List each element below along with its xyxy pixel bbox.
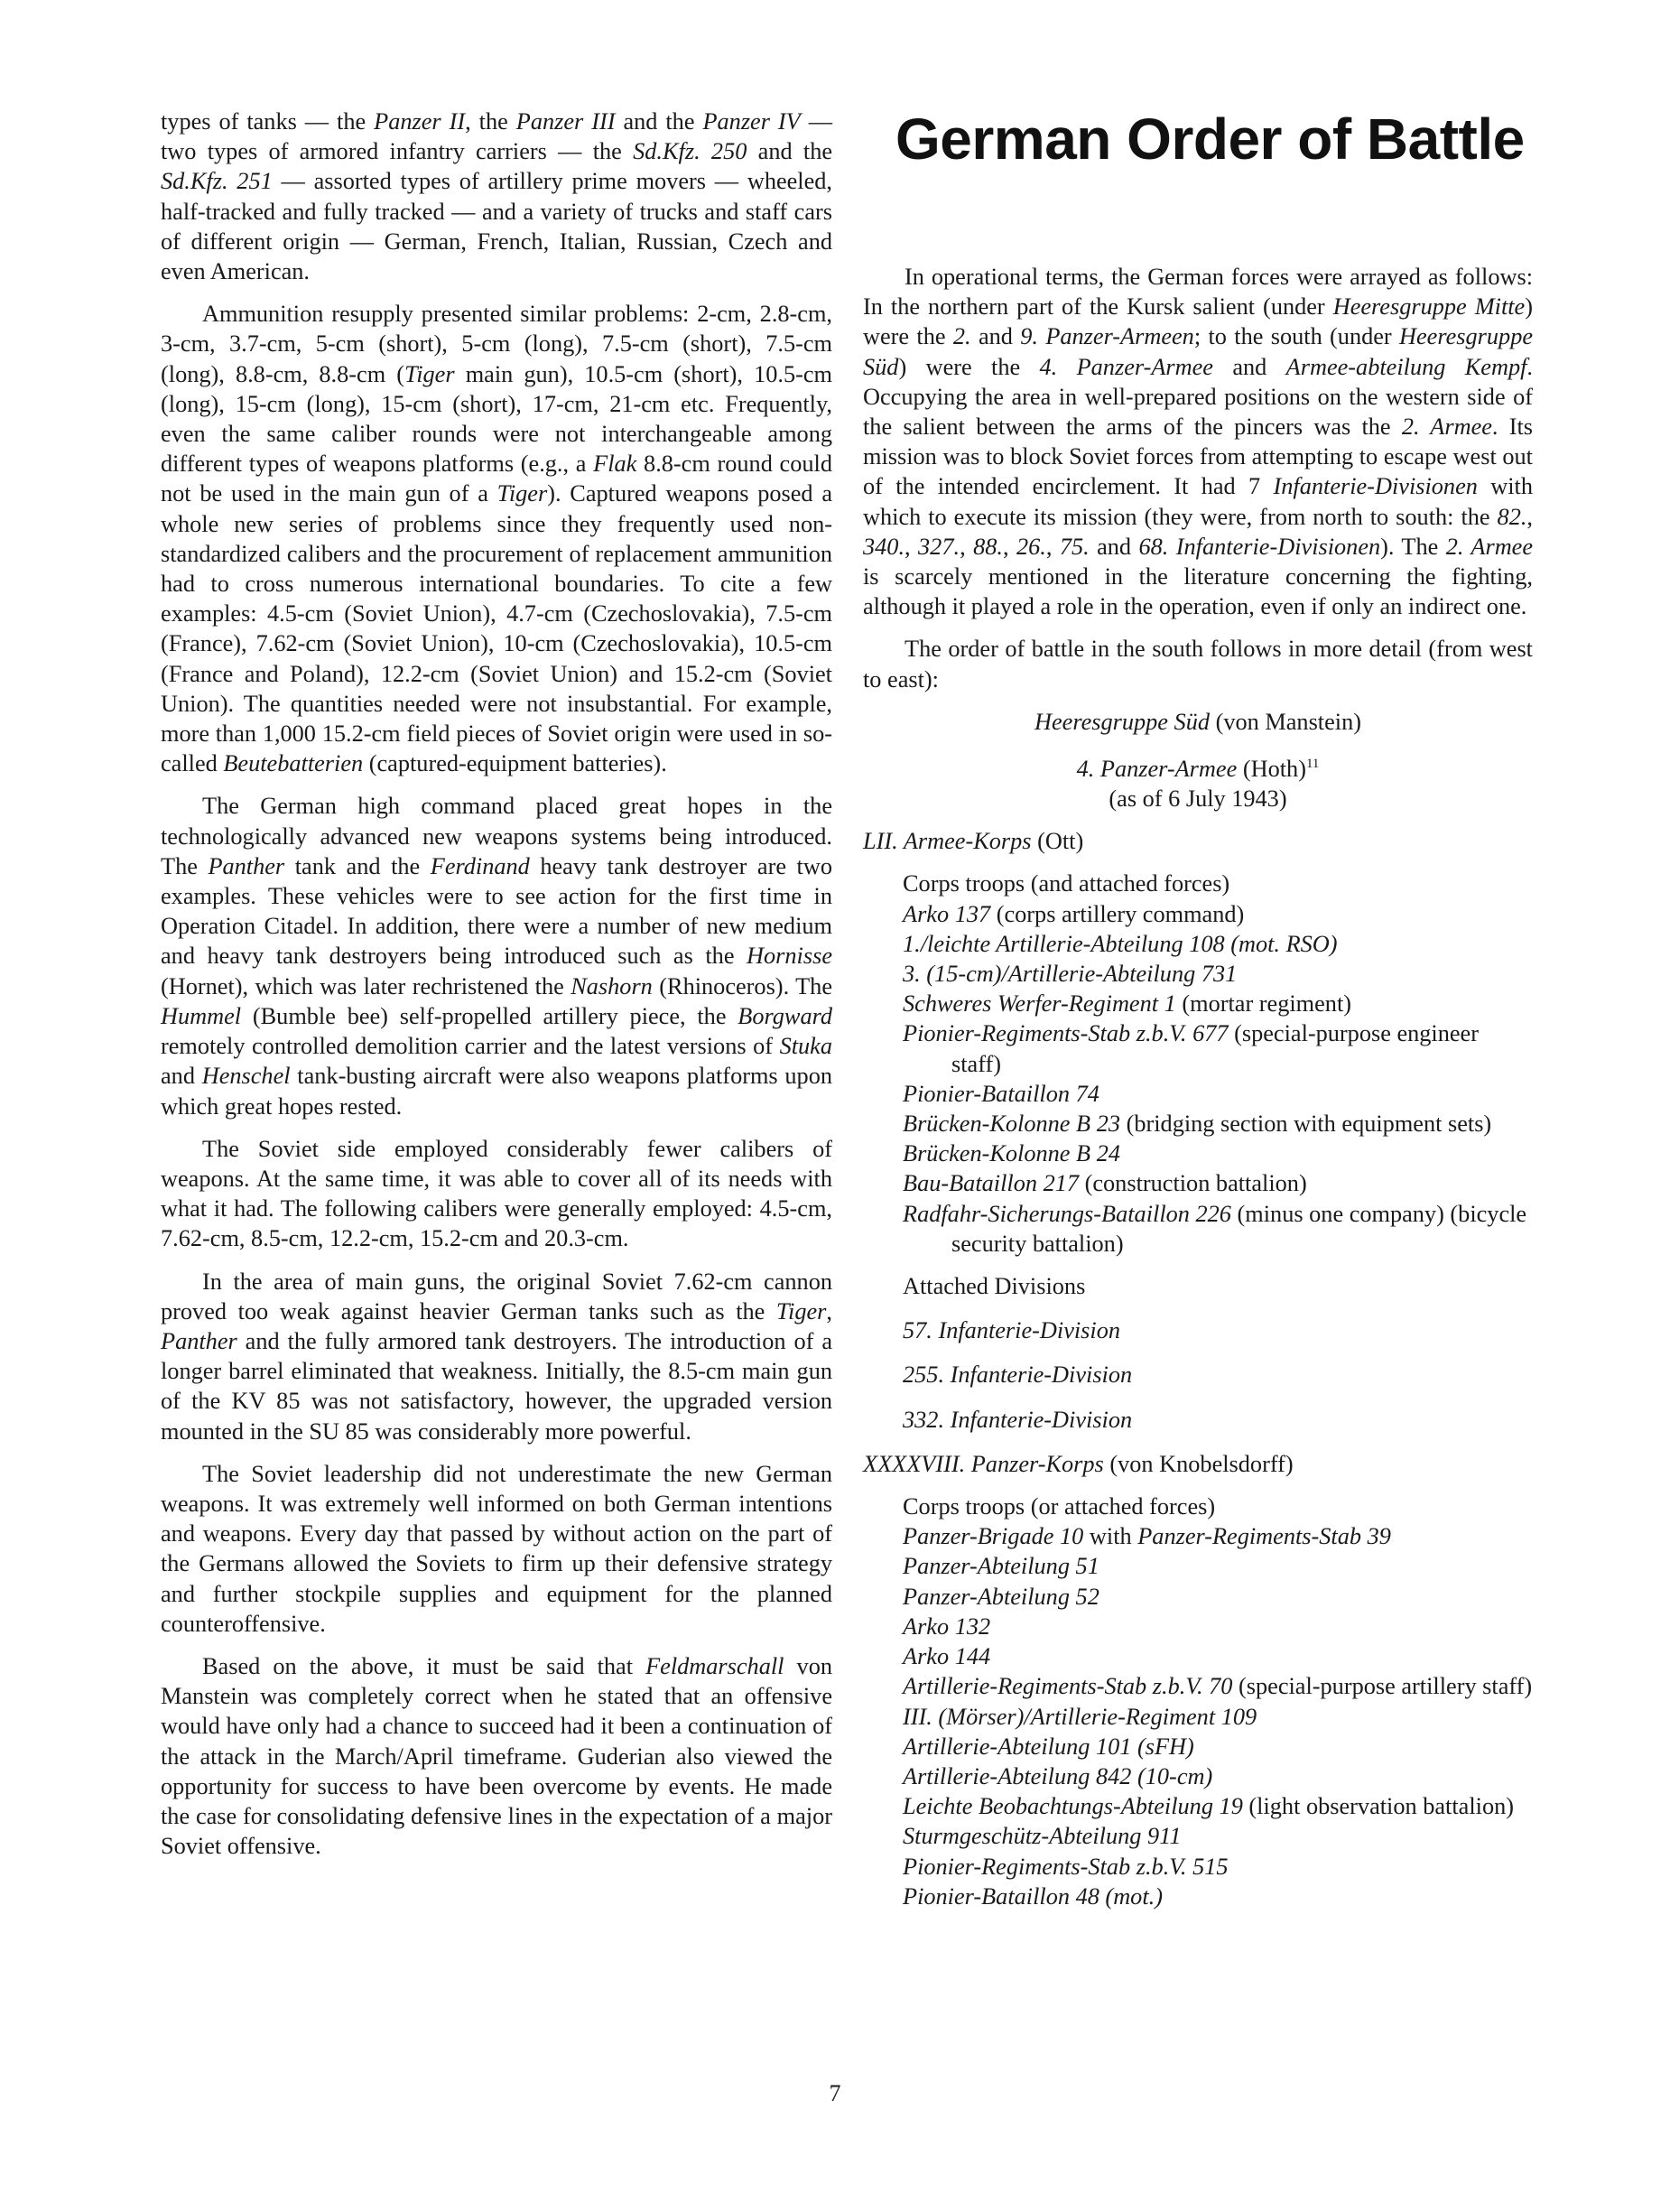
left-paragraphs [161,107,832,1861]
corps-xxxxviii-unit-list [903,1492,1533,1911]
unit-entry: Leichte Beobachtungs-Abteilung 19 (light observation battalion) [903,1793,1514,1820]
attached-division: 332. Infanterie-Division [903,1406,1133,1433]
left-paragraph-3: The German high command placed great hopes in the technologically advanced new weapons systems being introduced. The Panther tank and the Ferdinand heavy tank destroyer are two examples. These vehicles were to see action for the first time in Operation Citadel. In addition, there were a number of new medium and heavy tank destroyers being introduced such as the Hornisse (Hornet), which was later rechristened the Nashorn (Rhinoceros). The Hummel (Bumble bee) self-propelled artillery piece, the Borgward remotely controlled demolition carrier and the latest versions of Stuka and Henschel tank-busting aircraft were also weapons platforms upon which great hopes rested. [161,793,832,1120]
left-paragraph-7: Based on the above, it must be said that Feldmarschall von Manstein was completely correct when he stated that an offensive would have only had a chance to succeed had it been a continuation of the attack in the March/April timeframe. Guderian also viewed the opportunity for success to have been overcome by events. He made the case for consolidating defensive lines in the expectation of a major Soviet offensive. [161,1652,832,1860]
corps-heading-xxxxviii: XXXXVIII. Panzer-Korps (von Knobelsdorff) [863,1450,1294,1477]
attached-division: 57. Infanterie-Division [903,1317,1121,1344]
unit-entry: Arko 132 [903,1613,991,1640]
army-date-line: (as of 6 July 1943) [1109,785,1287,813]
right-paragraph-2: The order of battle in the south follows in more detail (from west to east): [863,636,1533,692]
unit-entry: Sturmgeschütz-Abteilung 911 [903,1823,1182,1850]
unit-entry: Pionier-Bataillon 48 (mot.) [903,1882,1163,1910]
left-paragraph-1: types of tanks — the Panzer II, the Panzer III and the Panzer IV — two types of armored infantry carriers — the Sd.Kfz. 250 and the Sd.Kfz. 251 — assorted types of artillery prime movers — wheeled, half-tracked and fully tracked — and a variety of trucks and staff cars of different origin — German, French, Italian, Russian, Czech and even American. [161,108,833,285]
unit-entry: Panzer-Abteilung 51 [903,1553,1099,1580]
unit-entry: Brücken-Kolonne B 23 (bridging section with equipment sets) [903,1111,1492,1138]
left-paragraph-2: Ammunition resupply presented similar problems: 2-cm, 2.8-cm, 3-cm, 3.7-cm, 5-cm (short), 5-cm (long), 7.5-cm (short), 7.5-cm (long), 8.8-cm, 8.8-cm (Tiger main gun), 10.5-cm (short), 10.5-cm (long), 15-cm (long), 15-cm (short), 17-cm, 21-cm etc. Frequently, even the same caliber rounds were not interchangeable among different types of weapons platforms (e.g., a Flak 8.8-cm round could not be used in the main gun of a Tiger). Captured weapons posed a whole new series of problems since they frequently used non-standardized calibers and the procurement of replacement ammunition had to cross numerous international boundaries. To cite a few examples: 4.5-cm (Soviet Union), 4.7-cm (Czechoslovakia), 7.5-cm (France), 7.62-cm (Soviet Union), 10-cm (Czechoslovakia), 10.5-cm (France and Poland), 12.2-cm (Soviet Union) and 15.2-cm (Soviet Union). The quantities needed were not insubstantial. For example, more than 1,000 15.2-cm field pieces of Soviet origin were used in so-called Beutebatterien (captured-equipment batteries). [161,301,832,777]
left-column [161,107,832,1873]
unit-entry: Schweres Werfer-Regiment 1 (mortar regiment) [903,990,1352,1018]
unit-entry: Pionier-Bataillon 74 [903,1080,1099,1107]
unit-entry: Artillerie-Abteilung 101 (sFH) [903,1733,1194,1760]
unit-entry: 1./leichte Artillerie-Abteilung 108 (mot. RSO) [903,930,1338,957]
unit-entry: Corps troops (or attached forces) [903,1493,1216,1520]
unit-entry: Corps troops (and attached forces) [903,870,1230,897]
attached-divisions-label: Attached Divisions [903,1273,1086,1300]
corps-lii-unit-list [903,869,1533,1259]
unit-entry: Bau-Bataillon 217 (construction battalion) [903,1170,1307,1197]
section-title: German Order of Battle [895,107,1525,172]
left-paragraph-5: In the area of main guns, the original Soviet 7.62-cm cannon proved too weak against heavier German tanks such as the Tiger, Panther and the fully armored tank destroyers. The introduction of a longer barrel eliminated that weakness. Initially, the 8.5-cm main gun of the KV 85 was not satisfactory, however, the upgraded version mounted in the SU 85 was considerably more powerful. [161,1268,832,1445]
unit-entry: Arko 137 (corps artillery command) [903,900,1245,927]
corps-heading-lii: LII. Armee-Korps (Ott) [863,828,1084,855]
unit-entry: Radfahr-Sicherungs-Bataillon 226 (minus one company) (bicycle security battalion) [903,1200,1527,1257]
right-paragraphs [863,262,1533,694]
unit-entry: Pionier-Regiments-Stab z.b.V. 677 (special-purpose engineer staff) [903,1020,1479,1077]
unit-entry: Panzer-Brigade 10 with Panzer-Regiments-Stab 39 [903,1523,1391,1550]
unit-entry: III. (Mörser)/Artillerie-Regiment 109 [903,1703,1257,1730]
army-group-line: Heeresgruppe Süd (von Manstein) [1034,708,1361,735]
unit-entry: Artillerie-Abteilung 842 (10-cm) [903,1762,1213,1789]
unit-entry: Arko 144 [903,1643,991,1670]
unit-entry: Pionier-Regiments-Stab z.b.V. 515 [903,1853,1229,1880]
attached-division: 255. Infanterie-Division [903,1362,1133,1389]
right-paragraph-1: In operational terms, the German forces were arrayed as follows: In the northern part of the Kursk salient (under Heeresgruppe Mitte) were the 2. and 9. Panzer-Armeen; to the south (under Heeresgruppe Süd) were the 4. Panzer-Armee and Armee-abteilung Kempf. Occupying the area in well-prepared positions on the western side of the salient between the arms of the pincers was the 2. Armee. Its mission was to block Soviet forces from attempting to escape west out of the intended encirclement. It had 7 Infanterie-Divisionen with which to execute its mission (they were, from north to south: the 82., 340., 327., 88., 26., 75. and 68. Infanterie-Divisionen). The 2. Armee is scarcely mentioned in the literature concerning the fighting, although it played a role in the operation, even if only an indirect one. [863,264,1534,620]
unit-entry: Panzer-Abteilung 52 [903,1583,1099,1610]
unit-entry: Brücken-Kolonne B 24 [903,1140,1120,1167]
army-line: 4. Panzer-Armee (Hoth)$^{11}$ [1076,755,1320,782]
attached-divisions-list [863,1315,1533,1435]
unit-entry: 3. (15-cm)/Artillerie-Abteilung 731 [903,961,1238,988]
unit-entry: Artillerie-Regiments-Stab z.b.V. 70 (special-purpose artillery staff) [903,1673,1533,1700]
right-column [863,107,1533,1924]
page-number: 7 [829,2080,841,2106]
left-paragraph-4: The Soviet side employed considerably fewer calibers of weapons. At the same time, it was able to cover all of its needs with what it had. The following calibers were generally employed: 4.5-cm, 7.62-cm, 8.5-cm, 12.2-cm, 15.2-cm and 20.3-cm. [161,1135,832,1252]
left-paragraph-6: The Soviet leadership did not underestimate the new German weapons. It was extremely well informed on both German intentions and weapons. Every day that passed by without action on the part of the Germans allowed the Soviets to firm up their defensive strategy and further stockpile supplies and equipment for the planned counteroffensive. [161,1460,832,1637]
